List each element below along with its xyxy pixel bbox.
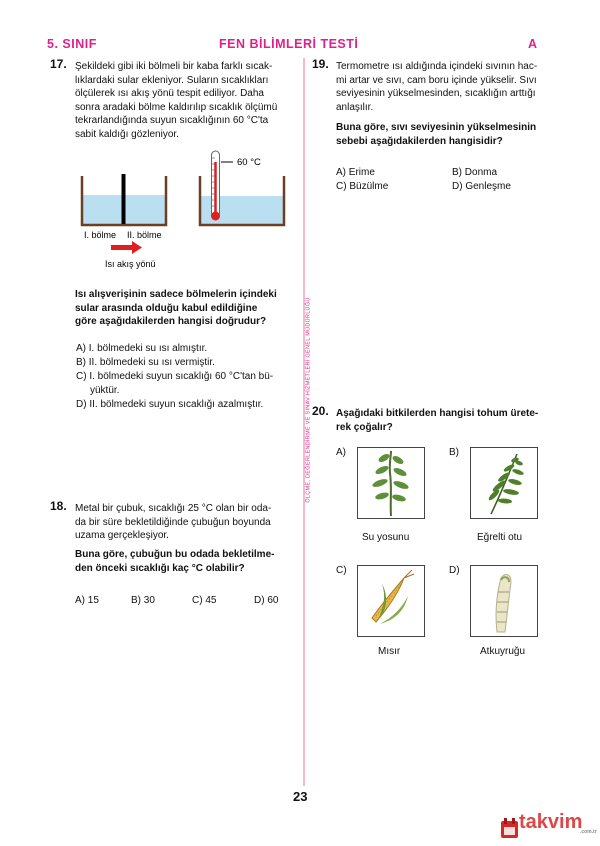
heat-flow-figure — [75, 148, 295, 273]
q20-option-b-key[interactable]: B) — [449, 447, 459, 458]
test-title: FEN BİLİMLERİ TESTİ — [219, 37, 359, 51]
page-number: 23 — [293, 789, 308, 804]
q20-option-a-key[interactable]: A) — [336, 447, 346, 458]
thermometer-icon — [211, 151, 220, 221]
side-organization-text: ÖLÇME, DEĞERLENDİRME VE SINAV HİZMETLERİ GENEL MÜDÜRLÜĞÜ — [305, 297, 312, 503]
question-17-prompt: Isı alışverişinin sadece bölmelerin içindeki sular arasında olduğu kabul edildiğine göre aşağıdakilerden hangisi doğrudur? — [75, 289, 277, 327]
partition-2-label: II. bölme — [127, 230, 162, 240]
q19-option-b[interactable]: B) Donma — [452, 167, 498, 178]
q17-option-c[interactable]: C) I. bölmedeki suyun sıcaklığı 60 °C'tan bü- — [76, 371, 274, 382]
question-19-stem: Termometre ısı aldığında içindeki sıvının hac- mi artar ve sıvı, cam boru içinde yükselir. Sıvı seviyesinin yükselmesinden, sıcaklığın arttığı anlaşılır. — [336, 61, 538, 113]
watermark-logo — [500, 811, 597, 842]
question-17-number: 17. — [50, 57, 67, 71]
q20-option-b-box[interactable] — [470, 447, 538, 519]
question-19-number: 19. — [312, 57, 329, 71]
q20-option-c-key[interactable]: C) — [336, 565, 347, 576]
q18-option-d[interactable]: D) 60 — [254, 595, 279, 606]
question-18-prompt: Buna göre, çubuğun bu odada bekletilme- den önceki sıcaklığı kaç °C olabilir? — [75, 549, 275, 574]
q18-option-c[interactable]: C) 45 — [192, 595, 217, 606]
question-17-stem: Şekildeki gibi iki bölmeli bir kaba farklı sıcak- lıklardaki sular ekleniyor. Suların sıcaklıkları ölçülerek ısı akış yönü tespit ediliyor. Daha sonra aradaki bölme kaldırılıp sıcaklık ölçümü tekrarlandığında suyun sıcaklığının 60 °C'ta sabit kaldığı gözleniyor. — [75, 61, 278, 140]
seaweed-plant-icon — [358, 448, 424, 518]
question-18-number: 18. — [50, 499, 67, 513]
q20-option-a-box[interactable] — [357, 447, 425, 519]
fern-plant-icon — [471, 448, 537, 518]
q19-option-c[interactable]: C) Büzülme — [336, 181, 389, 192]
watermark-suffix: .com.tr — [580, 829, 597, 835]
corn-plant-icon — [358, 566, 424, 636]
q18-option-a[interactable]: A) 15 — [75, 595, 99, 606]
q20-option-c-box[interactable] — [357, 565, 425, 637]
q20-option-b-caption: Eğrelti otu — [477, 532, 523, 543]
grade-label: 5. SINIF — [47, 37, 97, 51]
q17-option-a[interactable]: A) I. bölmedeki su ısı almıştır. — [76, 343, 208, 354]
horsetail-plant-icon — [471, 566, 537, 636]
q20-option-a-caption: Su yosunu — [362, 532, 410, 543]
booklet-label: A — [528, 37, 538, 51]
watermark-brand: takvim — [519, 811, 583, 833]
thermometer-reading: 60 °C — [237, 157, 261, 168]
q17-option-d[interactable]: D) II. bölmedeki suyun sıcaklığı azalmıştır. — [76, 399, 264, 410]
q20-option-d-box[interactable] — [470, 565, 538, 637]
q18-option-b[interactable]: B) 30 — [131, 595, 155, 606]
question-19-prompt: Buna göre, sıvı seviyesinin yükselmesinin sebebi aşağıdakilerden hangisidir? — [336, 122, 537, 147]
q20-option-d-key[interactable]: D) — [449, 565, 460, 576]
q20-option-d-caption: Atkuyruğu — [480, 646, 526, 657]
q17-option-b[interactable]: B) II. bölmedeki su ısı vermiştir. — [76, 357, 215, 368]
heat-flow-arrow-icon — [111, 241, 142, 254]
q19-option-a[interactable]: A) Erime — [336, 167, 375, 178]
q20-option-c-caption: Mısır — [378, 646, 401, 657]
q17-option-c-continued: yüktür. — [90, 385, 120, 396]
heat-flow-label: Isı akış yönü — [105, 259, 156, 269]
question-20-prompt: Aşağıdaki bitkilerden hangisi tohum ürete- rek çoğalır? — [336, 408, 539, 433]
partition-1-label: I. bölme — [84, 230, 117, 240]
question-20-number: 20. — [312, 404, 329, 418]
partition-wall — [122, 174, 126, 224]
question-18-stem: Metal bir çubuk, sıcaklığı 25 °C olan bir oda- da bir süre bekletildiğinde çubuğun boyunda uzama gerçekleşiyor. — [75, 503, 272, 541]
q19-option-d[interactable]: D) Genleşme — [452, 181, 511, 192]
takvim-logo-icon — [500, 818, 520, 840]
